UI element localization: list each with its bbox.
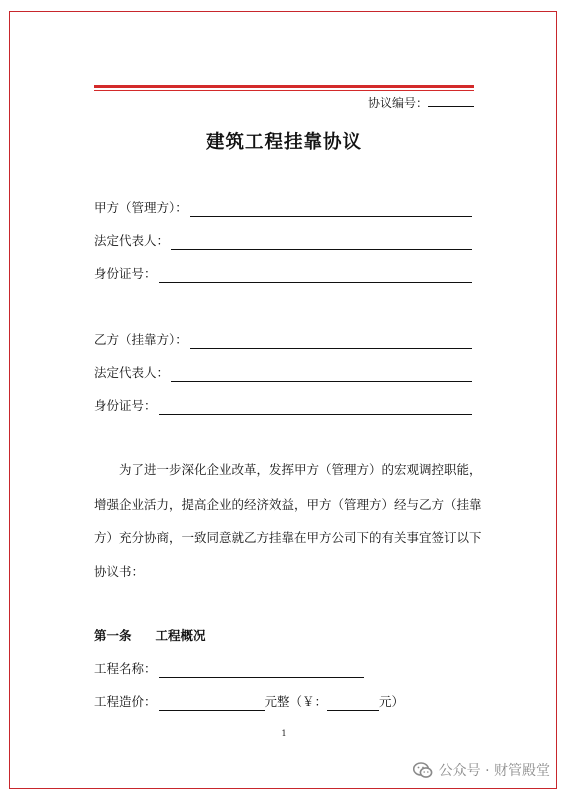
party-b-rep-blank	[171, 368, 472, 382]
party-a-id-line	[94, 265, 472, 283]
party-a-rep-blank	[171, 236, 472, 250]
project-cost-blank	[159, 697, 265, 711]
article-1-heading	[94, 627, 206, 645]
preamble-line-2: 增强企业活力，提高企业的经济效益，甲方（管理方）经与乙方（挂靠	[94, 497, 482, 512]
party-a-id-blank	[159, 269, 472, 283]
party-a-rep-line	[94, 232, 472, 250]
party-b-id-blank	[159, 401, 472, 415]
party-b-blank	[190, 335, 472, 349]
watermark-text: 公众号 · 财管殿堂	[438, 763, 550, 779]
project-name-blank	[159, 664, 364, 678]
party-b-rep-label: 法定代表人：	[94, 365, 170, 380]
page-number: 1	[281, 729, 287, 738]
party-a-line	[94, 199, 472, 217]
wechat-icon	[413, 762, 433, 779]
preamble-line-4: 协议书：	[94, 564, 145, 579]
agreement-number-blank	[428, 93, 474, 107]
article-1-title: 工程概况	[155, 628, 206, 643]
party-a-blank	[190, 203, 472, 217]
agreement-number	[368, 93, 474, 112]
cost-number-blank	[327, 697, 379, 711]
document-title: 建筑工程挂靠协议	[205, 132, 362, 153]
project-cost-line	[94, 693, 404, 711]
party-b-id-line	[94, 397, 472, 415]
agreement-number-label: 协议编号：	[367, 96, 428, 110]
party-a-label: 甲方（管理方）：	[94, 200, 188, 215]
party-b-id-label: 身份证号：	[94, 398, 157, 413]
cost-unit-text: 元整（￥：	[264, 694, 328, 709]
header-rule-thick	[94, 85, 474, 88]
party-b-rep-line	[94, 364, 472, 382]
preamble-line-3: 方）充分协商，一致同意就乙方挂靠在甲方公司下的有关事宜签订以下	[94, 530, 482, 545]
preamble-line-1: 为了进一步深化企业改革，发挥甲方（管理方）的宏观调控职能，	[119, 462, 482, 477]
project-name-line	[94, 660, 364, 678]
party-b-label: 乙方（挂靠方）：	[94, 332, 188, 347]
cost-close-text: 元）	[379, 694, 405, 709]
party-a-id-label: 身份证号：	[94, 266, 157, 281]
article-1-number: 第一条	[94, 628, 132, 643]
party-a-rep-label: 法定代表人：	[94, 233, 170, 248]
project-cost-label: 工程造价：	[94, 694, 157, 709]
party-b-line	[94, 331, 472, 349]
header-rule-thin	[94, 90, 474, 91]
watermark	[413, 760, 550, 780]
project-name-label: 工程名称：	[94, 661, 157, 676]
